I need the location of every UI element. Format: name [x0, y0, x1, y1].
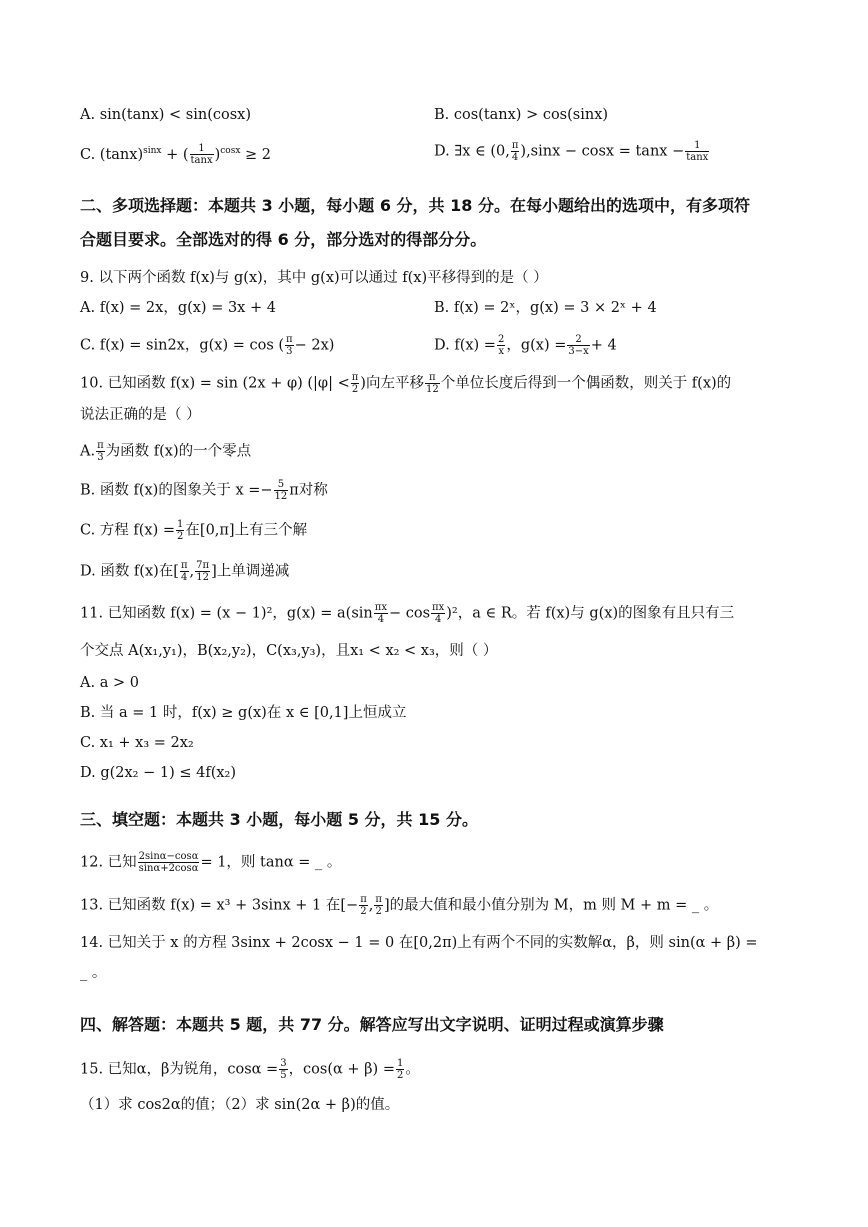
- q11-option-c: C. x₁ + x₃ = 2x₂: [80, 735, 194, 751]
- q8-option-d: D. ∃x ∈ (0, $\frac{\pi}{4}$ ),sinx − cosx = tanx − $\frac{1}{\tan x}$: [434, 140, 709, 163]
- q11-stem: 11. 已知函数 f(x) = (x − 1)²，g(x) = a(sin $\frac{\pi x}{4}$ − cos $\frac{\pi x}{4}$ )²，a ∈ R。若 f(x)与 g(x)的图象有且只有三: [80, 602, 735, 625]
- section3-title: 三、填空题：本题共 3 小题，每小题 5 分，共 15 分。: [80, 810, 478, 829]
- q14-line2: _ 。: [80, 965, 107, 981]
- q10-option-c: C. 方程 f(x) = $\frac{1}{2}$ 在[0,π]上有三个解: [80, 519, 308, 542]
- q11-option-a: A. a > 0: [80, 675, 139, 691]
- q11-option-b: B. 当 a = 1 时，f(x) ≥ g(x)在 x ∈ [0,1]上恒成立: [80, 705, 407, 721]
- q8-option-b: B. cos(tanx) > cos(sinx): [434, 107, 609, 123]
- q12: 12. 已知 $\frac{2\sin\alpha-\cos\alpha}{\sin\alpha+2\cos\alpha}$ = 1，则 tanα = _ 。: [80, 851, 342, 874]
- q10-option-b: B. 函数 f(x)的图象关于 x =− $\frac{5}{12}$ π对称: [80, 479, 328, 502]
- section4-title: 四、解答题：本题共 5 题，共 77 分。解答应写出文字说明、证明过程或演算步骤: [80, 1015, 664, 1034]
- q10-option-a: A. $\frac{\pi}{3}$ 为函数 f(x)的一个零点: [80, 440, 252, 463]
- q14-line1: 14. 已知关于 x 的方程 3sinx + 2cosx − 1 = 0 在[0,2π)上有两个不同的实数解α，β，则 sin(α + β) =: [80, 935, 758, 951]
- section2-title-line1: 二、多项选择题：本题共 3 小题，每小题 6 分，共 18 分。在每小题给出的选项中，有多项符: [80, 196, 750, 215]
- section2-title-line2: 合题目要求。全部选对的得 6 分，部分选对的得部分分。: [80, 230, 487, 249]
- q15-line1: 15. 已知α，β为锐角，cosα = $\frac{3}{5}$ ，cos(α + β) = $\frac{1}{2}$ 。: [80, 1058, 420, 1081]
- q9-option-b: B. f(x) = 2ˣ，g(x) = 3 × 2ˣ + 4: [434, 300, 657, 316]
- q9-option-d: D. f(x) = $\frac{2}{x}$ ，g(x) = $\frac{2}{3-x}$ + 4: [434, 334, 617, 357]
- q10-stem-line2: 说法正确的是（ ）: [80, 407, 201, 423]
- q9-option-a: A. f(x) = 2x，g(x) = 3x + 4: [80, 300, 276, 316]
- q10-option-d: D. 函数 f(x)在[ $\frac{\pi}{4}$ , $\frac{7\pi}{12}$ ]上单调递减: [80, 560, 290, 583]
- q8-option-a: A. sin(tanx) < sin(cosx): [80, 107, 251, 123]
- q13: 13. 已知函数 f(x) = x³ + 3sinx + 1 在[− $\frac{\pi}{2}$ , $\frac{\pi}{2}$ ]的最大值和最小值分别为 M，m 则 M + m = _ 。: [80, 894, 719, 917]
- q15-line2: （1）求 cos2α的值；（2）求 sin(2α + β)的值。: [80, 1097, 400, 1113]
- q10-stem: 10. 已知函数 f(x) = sin (2x + φ) (|φ| < $\frac{\pi}{2}$ )向左平移 $\frac{\pi}{12}$ 个单位长度后得到一个偶函数，则关于 f(x)的: [80, 372, 732, 395]
- q8-option-c: C. $(\tan x)^{sinx}$ + ( $\frac{1}{\tan x}$ )$^{cosx}$ ≥ 2: [80, 143, 272, 167]
- q11-stem-line2: 个交点 A(x₁,y₁)，B(x₂,y₂)，C(x₃,y₃)，且x₁ < x₂ < x₃，则（ ）: [80, 643, 498, 659]
- q9-option-c: C. f(x) = sin2x，g(x) = cos ( $\frac{\pi}{3}$ − 2x): [80, 334, 335, 357]
- q11-option-d: D. g(2x₂ − 1) ≤ 4f(x₂): [80, 765, 236, 781]
- q9-stem: 9. 以下两个函数 f(x)与 g(x)，其中 g(x)可以通过 f(x)平移得到的是（ ）: [80, 270, 548, 286]
